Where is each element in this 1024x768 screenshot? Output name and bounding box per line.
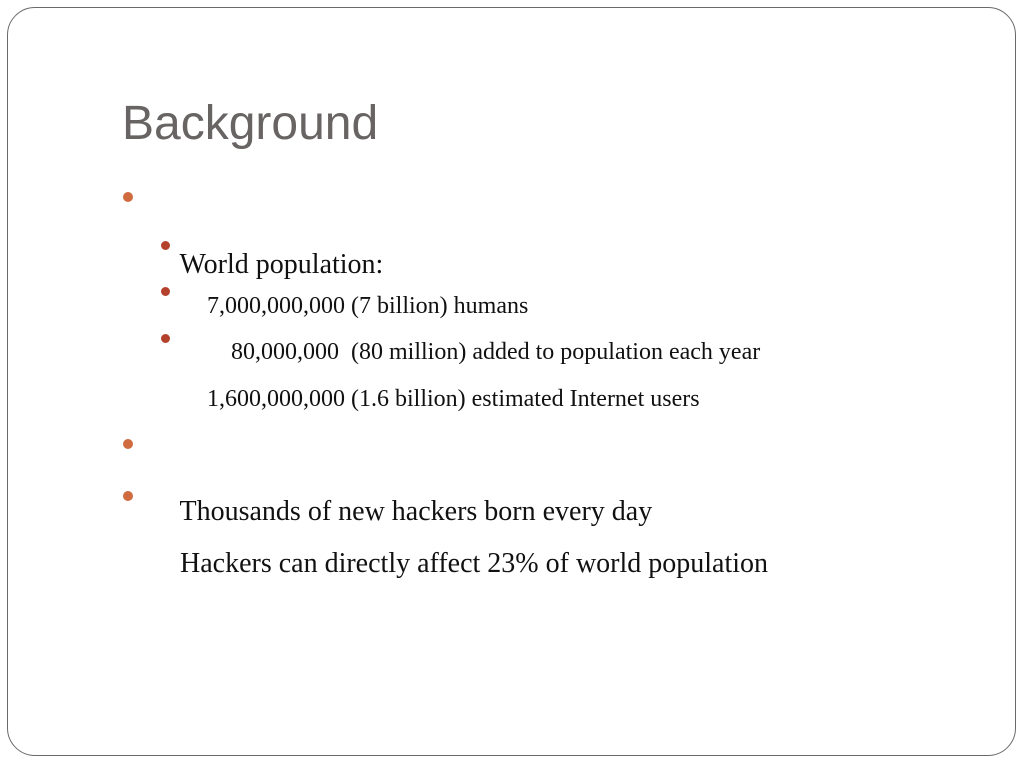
bullet-dot-icon xyxy=(123,491,133,501)
bullet-text: World population: xyxy=(179,249,384,280)
bullet-text: Thousands of new hackers born every day xyxy=(179,496,653,527)
sub-bullet-dot-icon xyxy=(161,287,170,296)
sub-bullet-dot-icon xyxy=(161,334,170,343)
slide-title: Background xyxy=(122,97,379,150)
sub-bullet-internet-users xyxy=(183,324,700,444)
sub-bullet-text: 80,000,000 (80 million) added to population each year xyxy=(207,339,761,365)
bullet-text: Hackers can directly affect 23% of world population xyxy=(180,548,769,579)
bullet-hackers-affect xyxy=(152,479,768,615)
sub-bullet-dot-icon xyxy=(161,241,170,250)
slide-frame xyxy=(7,7,1016,756)
sub-bullet-text: 7,000,000,000 (7 billion) humans xyxy=(207,293,529,319)
sub-bullet-text: 1,600,000,000 (1.6 billion) estimated Internet users xyxy=(207,386,700,412)
bullet-dot-icon xyxy=(123,439,133,449)
bullet-dot-icon xyxy=(123,192,133,202)
